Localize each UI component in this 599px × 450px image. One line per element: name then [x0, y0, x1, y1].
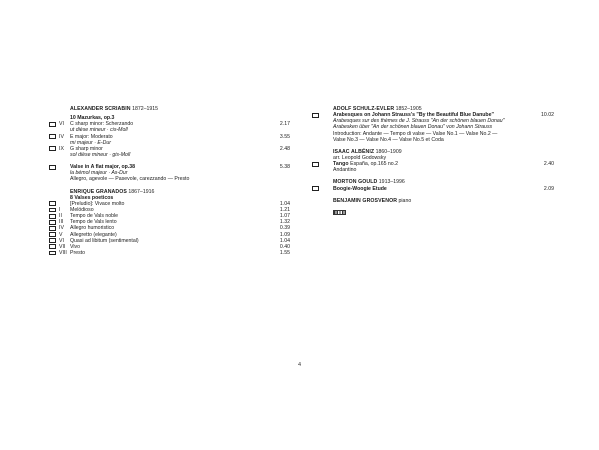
composer-name: ADOLF SCHULZ-EVLER — [333, 106, 395, 112]
track-subtitle: mi majeur · E-Dur — [70, 139, 111, 146]
movement-numeral: VIII — [59, 249, 67, 256]
track-number-box-icon — [49, 165, 56, 170]
movement-numeral: VI — [59, 237, 64, 244]
track-title: Tango — [333, 161, 349, 168]
track-title: Vivo — [70, 243, 80, 250]
track-tempo-row — [49, 176, 291, 182]
right-column — [312, 106, 555, 216]
track-number-box-icon — [49, 122, 56, 127]
track-number-box-icon — [49, 232, 56, 237]
track-number-box-icon — [49, 146, 56, 151]
composer-dates: 1852–1905 — [395, 106, 422, 112]
arranger: arr. Leopold Godowsky — [333, 154, 387, 161]
performer-row — [312, 198, 555, 204]
track-number-box-icon — [312, 162, 319, 167]
track-tempo: Introduction: Andante — Tempo di valse — Valse No.1 — Valse No.2 — — [333, 130, 498, 137]
track-title: Arabesques on Johann Strauss's "By the Beautiful Blue Danube" — [333, 112, 494, 119]
track-duration: 1.21 — [279, 206, 290, 213]
track-tempo: Andantino — [333, 167, 357, 174]
performer-role: piano — [398, 197, 412, 204]
track-subtitle: ut dièse mineur · cis-Moll — [70, 127, 128, 134]
track-duration: 2.17 — [279, 121, 290, 128]
track-title: Quasi ad libitum (sentimental) — [70, 237, 139, 244]
track-row — [312, 186, 555, 192]
movement-numeral: III — [59, 219, 64, 226]
movement-numeral: I — [59, 206, 61, 213]
composer-name: ALEXANDER SCRIABIN — [70, 106, 131, 112]
track-duration: 3.55 — [279, 133, 290, 140]
track-number-box-icon — [49, 244, 56, 249]
track-title: C sharp minor: Scherzando — [70, 121, 134, 128]
track-title: Allegro humoristico — [70, 225, 115, 232]
track-duration: 1.09 — [279, 231, 290, 238]
movement-numeral: IX — [59, 145, 64, 152]
track-title: G sharp minor — [70, 145, 103, 152]
track-subtitle-row — [49, 152, 291, 158]
track-subtitle: la bémol majeur · As-Dur — [70, 170, 128, 177]
track-number-box-icon — [49, 226, 56, 231]
movement-numeral: V — [59, 231, 63, 238]
track-number-box-icon — [49, 220, 56, 225]
track-title: [Preludio]: Vivace molto — [70, 200, 125, 207]
track-number-box-icon — [49, 134, 56, 139]
track-number-box-icon — [49, 251, 56, 256]
track-number-box-icon — [49, 238, 56, 243]
composer-dates: 1867–1916 — [128, 188, 155, 195]
ddd-logo-icon — [333, 210, 346, 215]
track-number-box-icon — [49, 208, 56, 213]
track-tempo: Valse No.3 — Valse No.4 — Valse No.5 et Coda — [333, 136, 444, 143]
composer-name: ENRIQUE GRANADOS — [70, 188, 127, 195]
composer-heading-scriabin — [49, 106, 291, 112]
track-duration: 2.48 — [279, 145, 290, 152]
track-duration: 2.09 — [543, 185, 554, 192]
movement-numeral: VII — [59, 243, 66, 250]
track-duration: 0.39 — [279, 225, 290, 232]
track-title: Valse in A flat major, op.38 — [70, 164, 136, 171]
track-duration: 1.32 — [279, 219, 290, 226]
track-duration: 1.04 — [279, 237, 290, 244]
track-subtitle-de: Arabesken über "An der schönen blauen Donau" von Johann Strauss — [333, 124, 493, 131]
composer-name: ISAAC ALBÉNIZ — [333, 148, 375, 155]
track-number-box-icon — [49, 214, 56, 219]
track-tempo-row — [312, 137, 555, 143]
track-duration: 1.04 — [279, 200, 290, 207]
composer-dates: 1872–1915 — [132, 106, 159, 112]
track-subtitle: sol dièse mineur · gis-Moll — [70, 151, 131, 158]
track-duration: 1.55 — [279, 249, 290, 256]
performer-name: BENJAMIN GROSVENOR — [333, 197, 398, 204]
track-duration: 1.07 — [279, 213, 290, 220]
track-number-box-icon — [312, 113, 319, 118]
track-title: Boogie-Woogie Etude — [333, 185, 387, 192]
work-title-text: 10 Mazurkas, op.3 — [70, 115, 115, 122]
work-title-text: 8 Valses poeticos — [70, 194, 114, 201]
track-row — [49, 250, 291, 256]
track-duration: 2.40 — [543, 161, 554, 168]
track-tempo: Allegro, agevole — Pasevole, carezzando — Presto — [70, 176, 190, 183]
page-number: 4 — [298, 362, 302, 368]
composer-dates: 1860–1909 — [375, 148, 402, 155]
logo-row — [312, 210, 555, 216]
track-title: E major: Moderato — [70, 133, 113, 140]
track-title: Presto — [70, 249, 85, 256]
track-title: Tempo de Vals noble — [70, 213, 119, 220]
composer-name: MORTON GOULD — [333, 179, 378, 186]
track-number-box-icon — [312, 186, 319, 191]
track-title: Allegretto (elegante) — [70, 231, 117, 238]
track-tempo-row — [312, 167, 555, 173]
track-duration: 0.40 — [279, 243, 290, 250]
track-title-detail: España, op.165 no.2 — [348, 161, 399, 168]
movement-numeral: IV — [59, 133, 64, 140]
track-number-box-icon — [49, 201, 56, 206]
track-title: Melódioso — [70, 206, 94, 213]
composer-dates: 1913–1996 — [378, 179, 405, 186]
left-column — [49, 106, 291, 256]
track-title: Tempo de Vals lento — [70, 219, 117, 226]
movement-numeral: VI — [59, 121, 64, 128]
track-subtitle-fr: Arabesques sur des thèmes de J. Strauss "An der schönen blauen Donau" — [333, 118, 505, 125]
movement-numeral: II — [59, 213, 62, 220]
track-duration: 5.38 — [279, 164, 290, 171]
movement-numeral: IV — [59, 225, 64, 232]
track-duration: 10.02 — [541, 112, 554, 119]
